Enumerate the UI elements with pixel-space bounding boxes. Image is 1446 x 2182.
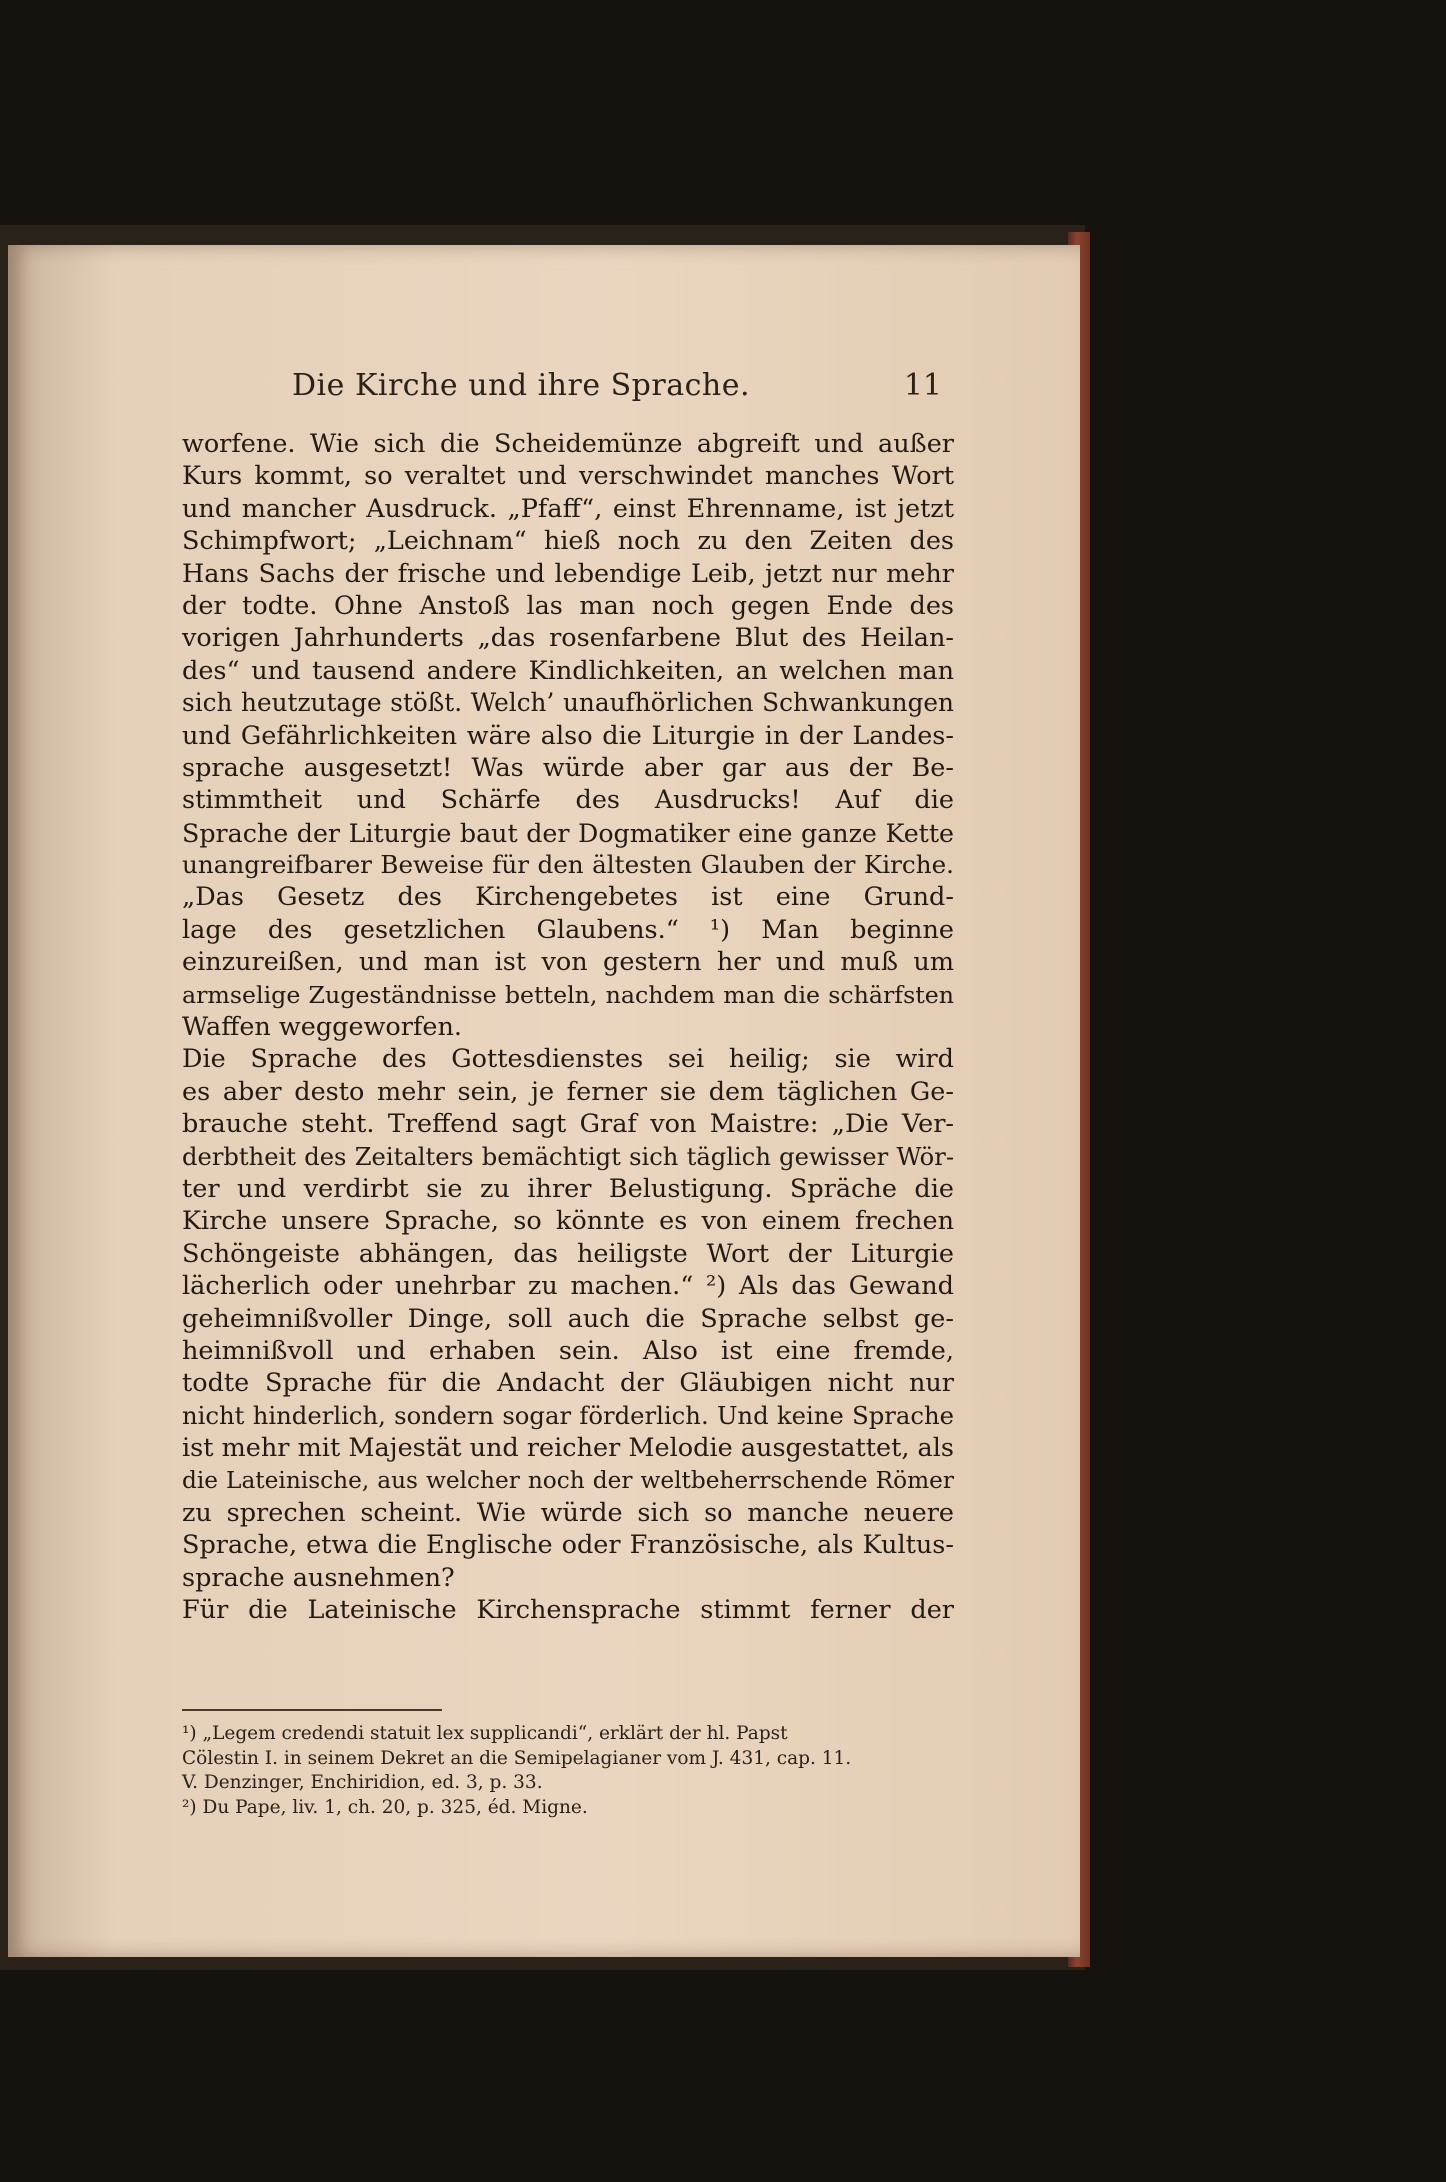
text-line: Sprache der Liturgie baut der Dogmatiker eine ganze Kette	[182, 817, 954, 848]
text-line: sprache ausgesetzt! Was würde aber gar aus der Be-	[182, 752, 954, 783]
body-text	[182, 428, 954, 1626]
text-line: geheimnißvoller Dinge, soll auch die Sprache selbst ge-	[182, 1303, 954, 1334]
text-line: der todte. Ohne Anstoß las man noch gegen Ende des	[182, 590, 954, 621]
text-line: Waffen weggeworfen.	[182, 1012, 463, 1043]
page-number: 11	[903, 368, 942, 403]
text-line: und Gefährlichkeiten wäre also die Liturgie in der Landes-	[182, 720, 954, 751]
text-line: worfene. Wie sich die Scheidemünze abgreift und außer	[182, 429, 954, 459]
footnote-line: ¹) „Legem credendi statuit lex supplicandi“, erklärt der hl. Papst	[182, 1723, 788, 1744]
text-line: „Das Gesetz des Kirchengebetes ist eine Grund-	[182, 882, 954, 913]
text-line: nicht hinderlich, sondern sogar förderlich. Und keine Sprache	[182, 1400, 954, 1430]
text-line: brauche steht. Treffend sagt Graf von Maistre: „Die Ver-	[182, 1109, 954, 1140]
text-line: armselige Zugeständnisse betteln, nachdem man die schärfsten	[182, 980, 954, 1009]
footnote-line: Cölestin I. in seinem Dekret an die Semipelagianer vom J. 431, cap. 11.	[182, 1747, 852, 1769]
text-line: es aber desto mehr sein, je ferner sie dem täglichen Ge-	[182, 1076, 954, 1107]
text-line: des“ und tausend andere Kindlichkeiten, an welchen man	[182, 655, 954, 686]
text-line: und mancher Ausdruck. „Pfaff“, einst Ehrenname, ist jetzt	[182, 493, 954, 524]
text-line: vorigen Jahrhunderts „das rosenfarbene Blut des Heilan-	[182, 623, 954, 654]
text-line: zu sprechen scheint. Wie würde sich so manche neuere	[182, 1497, 954, 1528]
footnote-line: V. Denzinger, Enchiridion, ed. 3, p. 33.	[182, 1772, 543, 1793]
text-line: ist mehr mit Majestät und reicher Melodie ausgestattet, als	[182, 1433, 954, 1464]
text-line: derbtheit des Zeitalters bemächtigt sich täglich gewisser Wör-	[182, 1142, 954, 1171]
text-line: lächerlich oder unehrbar zu machen.“ ²) Als das Gewand	[182, 1271, 954, 1302]
text-line: Kurs kommt, so veraltet und verschwindet manches Wort	[182, 461, 954, 492]
text-line: lage des gesetzlichen Glaubens.“ ¹) Man beginne	[182, 914, 954, 945]
text-line: einzureißen, und man ist von gestern her und muß um	[182, 947, 954, 978]
text-line: Schöngeiste abhängen, das heiligste Wort der Liturgie	[182, 1238, 954, 1269]
text-line: sprache ausnehmen?	[182, 1562, 455, 1593]
text-line: ter und verdirbt sie zu ihrer Belustigung. Spräche die	[182, 1173, 954, 1204]
footnote-divider	[182, 1709, 442, 1711]
footnotes	[182, 1722, 954, 1820]
text-line: Sprache, etwa die Englische oder Französische, als Kultus-	[182, 1530, 954, 1561]
text-line: sich heutzutage stößt. Welch’ unaufhörlichen Schwankungen	[182, 688, 954, 718]
text-line: Hans Sachs der frische und lebendige Leib, jetzt nur mehr	[182, 558, 954, 589]
text-line: unangreifbarer Beweise für den ältesten Glauben der Kirche.	[182, 850, 954, 880]
text-line: Die Sprache des Gottesdienstes sei heilig; sie wird	[182, 1044, 954, 1075]
text-line: Schimpfwort; „Leichnam“ hieß noch zu den Zeiten des	[182, 526, 954, 557]
text-line: Für die Lateinische Kirchensprache stimmt ferner der	[182, 1595, 954, 1626]
footnote-line: ²) Du Pape, liv. 1, ch. 20, p. 325, éd. Migne.	[182, 1796, 588, 1818]
page-header	[292, 368, 942, 412]
text-line: stimmtheit und Schärfe des Ausdrucks! Auf die	[182, 785, 954, 816]
text-line: todte Sprache für die Andacht der Gläubigen nicht nur	[182, 1368, 954, 1399]
text-line: heimnißvoll und erhaben sein. Also ist eine fremde,	[182, 1335, 954, 1366]
text-line: Kirche unsere Sprache, so könnte es von einem frechen	[182, 1206, 954, 1237]
text-line: die Lateinische, aus welcher noch der weltbeherrschende Römer	[182, 1466, 954, 1494]
running-head: Die Kirche und ihre Sprache.	[292, 368, 751, 403]
